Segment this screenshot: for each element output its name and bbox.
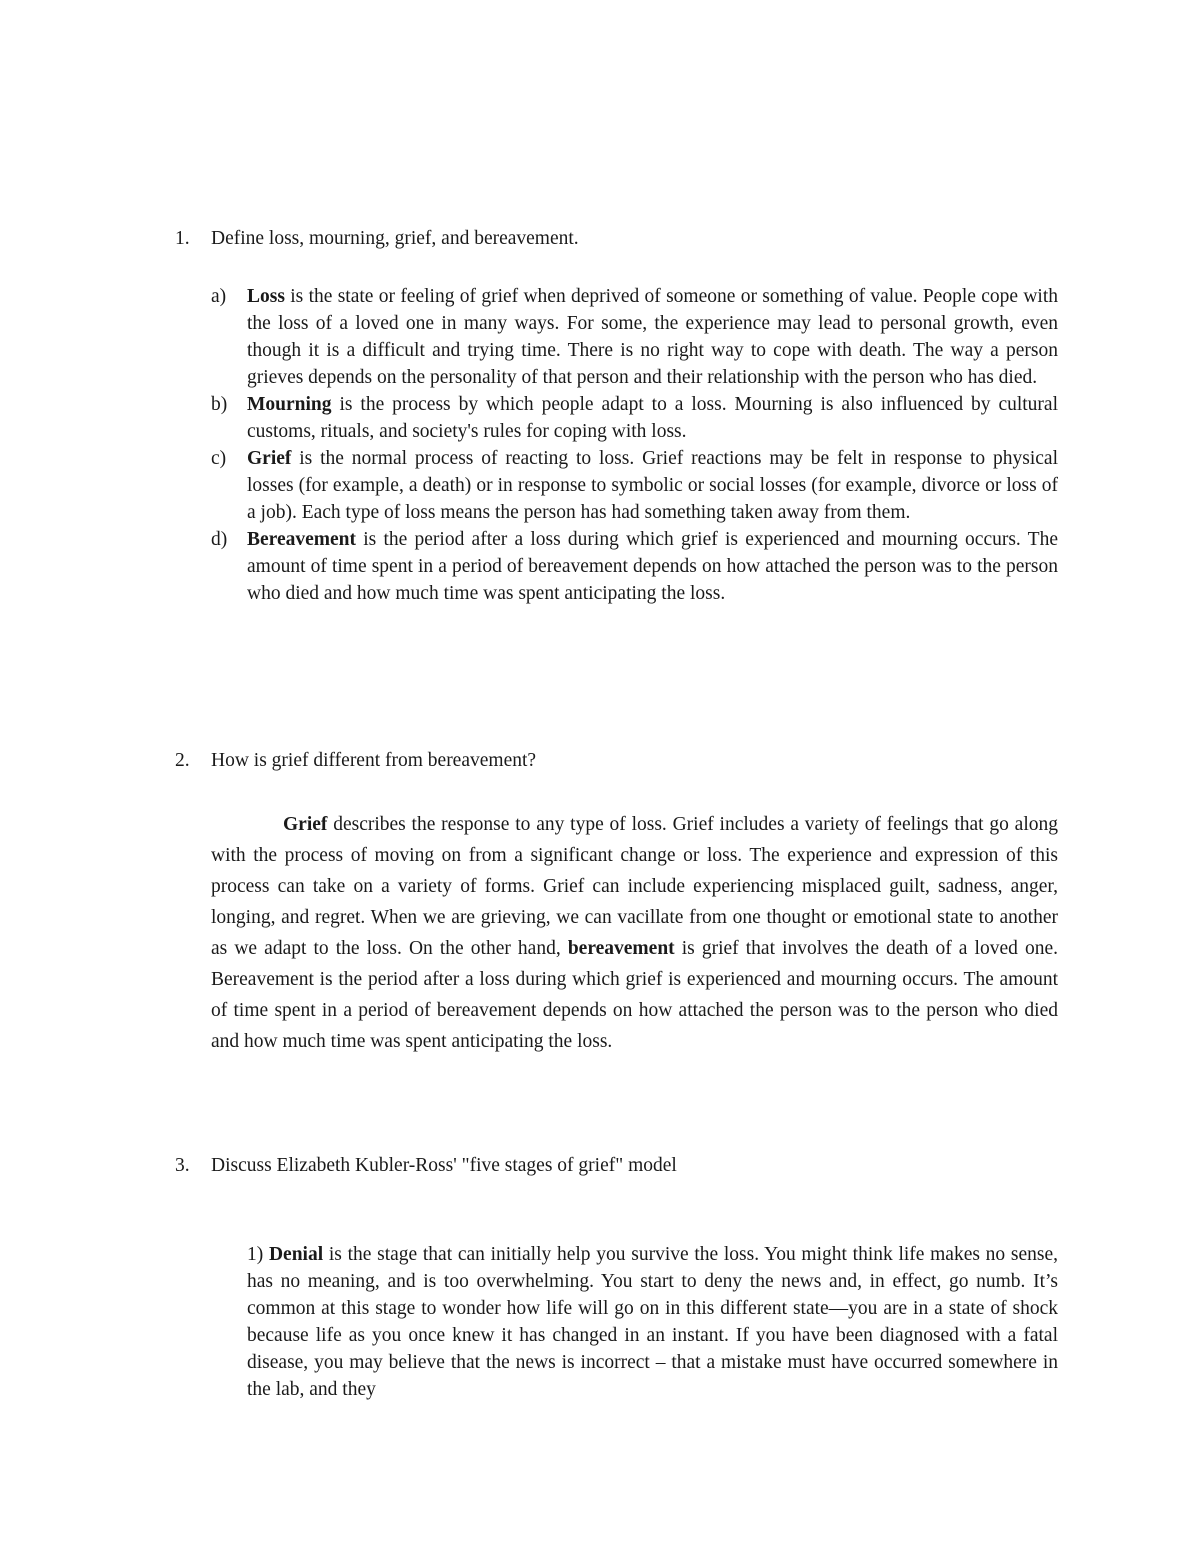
answer-text-part-2: is grief that involves the death of a loved one. Bereavement is the period after a loss during which grief is experienced and mourning occurs. The amount of time spent in a period of bereavement depends on how attached the person was to the person who died and how much time was spent anticipating the loss.: [211, 938, 1058, 1052]
question-3-number: 3.: [175, 1155, 190, 1176]
definition-grief: [211, 445, 1058, 526]
stage-number: 1): [247, 1244, 264, 1265]
definition-loss: [211, 283, 1058, 391]
question-2-number: 2.: [175, 750, 190, 771]
question-1: [175, 226, 1075, 252]
definition-mourning: [211, 391, 1058, 445]
question-2-text: How is grief different from bereavement?: [211, 750, 537, 771]
stage-term: Denial: [268, 1244, 324, 1265]
question-2-answer: [211, 809, 1058, 1057]
stage-denial: [247, 1241, 1058, 1403]
definition-letter: d): [211, 529, 228, 550]
question-3: [175, 1153, 1075, 1179]
stage-text: is the stage that can initially help you survive the loss. You might think life makes no sense, has no meaning, and is too overwhelming. You start to deny the news and, in effect, go numb. It’s common at this stage to wonder how life will go on in this different state—you are in a state of shock because life as you once knew it has changed in an instant. If you have been diagnosed with a fatal disease, you may believe that the news is incorrect – that a mistake must have occurred somewhere in the lab, and they: [247, 1244, 1058, 1400]
definition-text: is the period after a loss during which grief is experienced and mourning occurs. The amount of time spent in a period of bereavement depends on how attached the person was to the person who died and how much time was spent anticipating the loss.: [247, 529, 1058, 604]
definition-term: Bereavement: [247, 529, 357, 550]
definition-text: is the normal process of reacting to loss. Grief reactions may be felt in response to physical losses (for example, a death) or in response to symbolic or social losses (for example, divorce or loss of a job). Each type of loss means the person has had something taken away from them.: [247, 448, 1058, 523]
question-1-text: Define loss, mourning, grief, and bereavement.: [211, 228, 579, 249]
answer-term-grief: Grief: [283, 814, 328, 835]
definition-term: Mourning: [247, 394, 332, 415]
question-3-text: Discuss Elizabeth Kubler-Ross' "five stages of grief" model: [211, 1155, 677, 1176]
definition-term: Grief: [247, 448, 292, 469]
answer-term-bereavement: bereavement: [567, 938, 675, 959]
definition-text: is the process by which people adapt to a loss. Mourning is also influenced by cultural customs, rituals, and society's rules for coping with loss.: [247, 394, 1058, 442]
definition-letter: a): [211, 286, 227, 307]
definition-letter: b): [211, 394, 228, 415]
definition-bereavement: [211, 526, 1058, 607]
definition-text: is the state or feeling of grief when deprived of someone or something of value. People cope with the loss of a loved one in many ways. For some, the experience may lead to personal growth, even though it is a difficult and trying time. There is no right way to cope with death. The way a person grieves depends on the personality of that person and their relationship with the person who has died.: [247, 286, 1058, 388]
question-1-number: 1.: [175, 228, 190, 249]
definition-letter: c): [211, 448, 227, 469]
definitions-list: [211, 283, 1058, 607]
answer-text-part-1: describes the response to any type of loss. Grief includes a variety of feelings that go along with the process of moving on from a significant change or loss. The experience and expression of this process can take on a variety of forms. Grief can include experiencing misplaced guilt, sadness, anger, longing, and regret. When we are grieving, we can vacillate from one thought or emotional state to another as we adapt to the loss. On the other hand,: [211, 814, 1058, 959]
question-2: [175, 748, 1075, 774]
definition-term: Loss: [247, 286, 285, 307]
